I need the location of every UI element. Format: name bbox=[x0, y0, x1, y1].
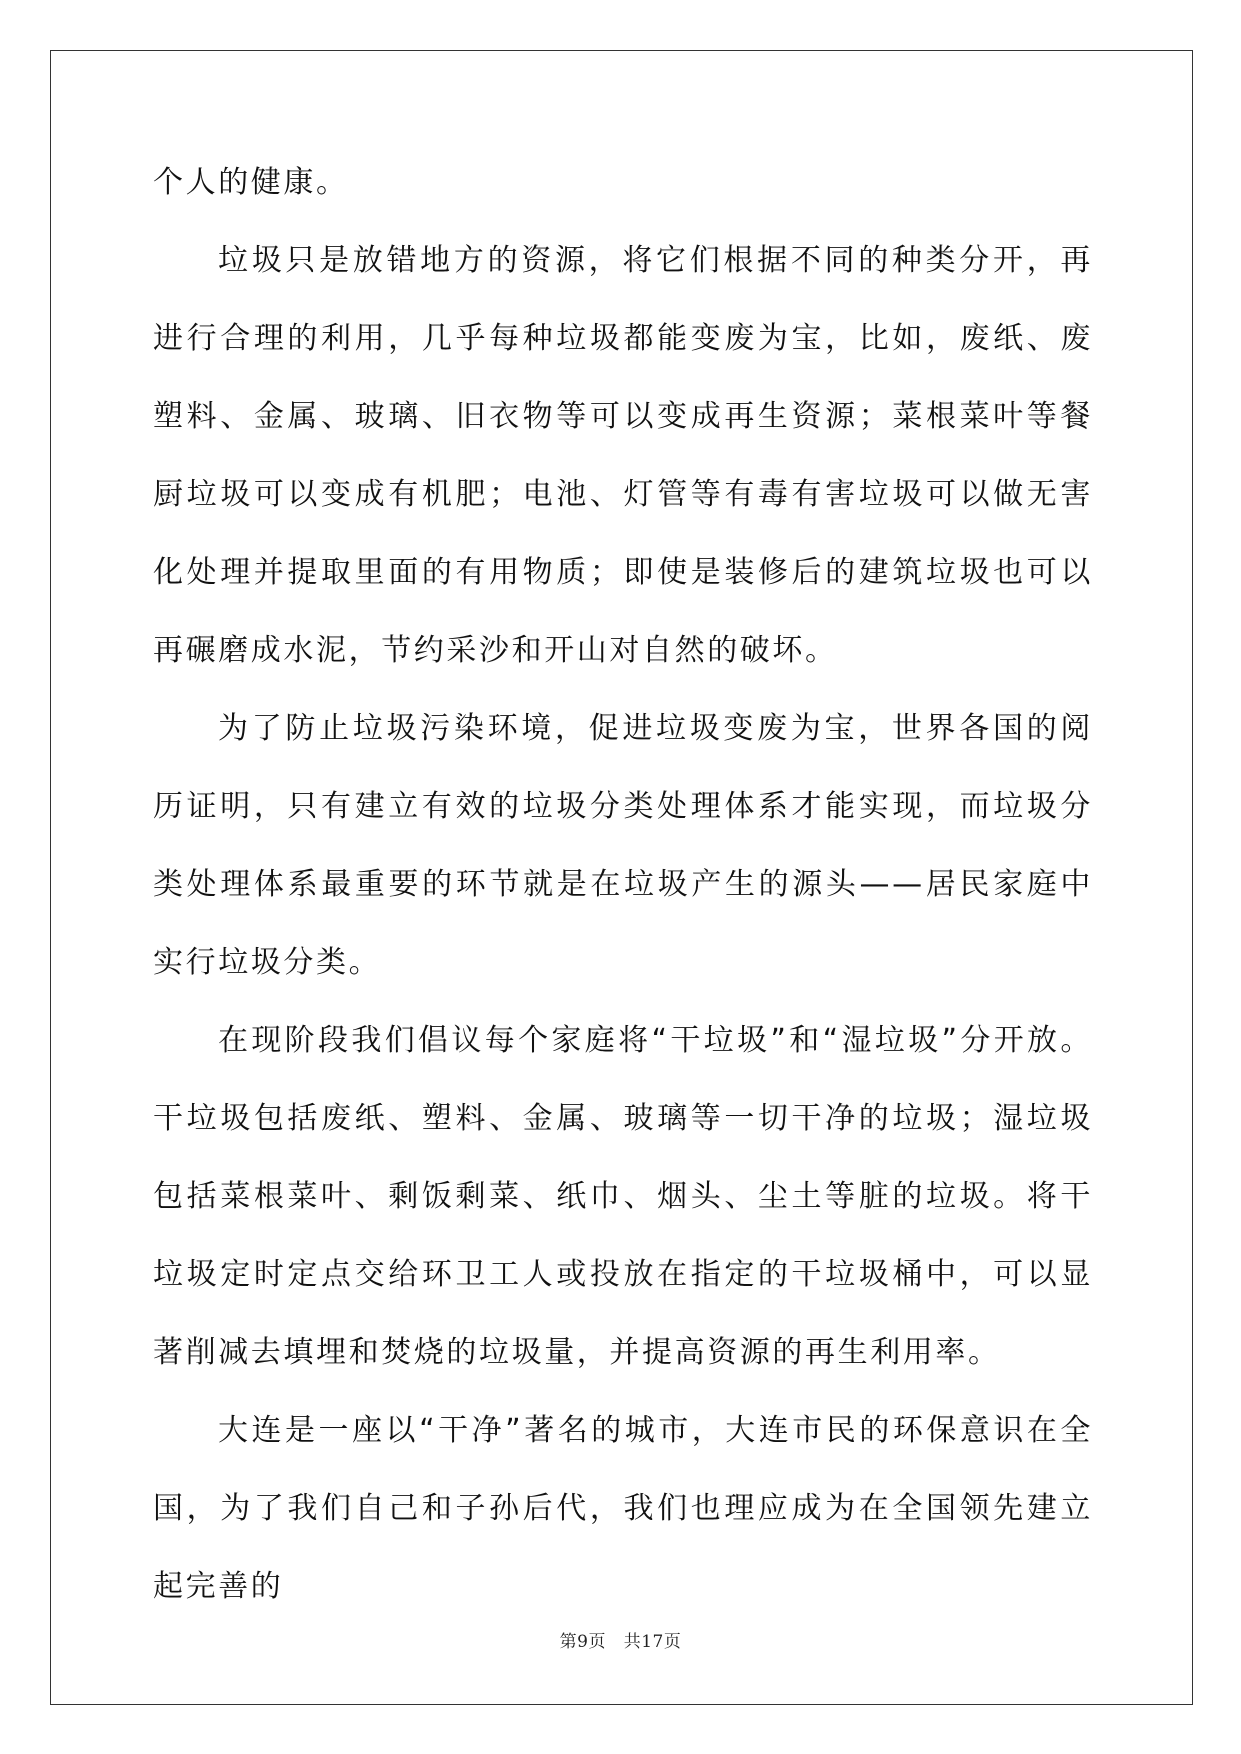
paragraph-1: 个人的健康。 bbox=[153, 165, 349, 200]
page-total: 共17页 bbox=[623, 1632, 682, 1652]
page-footer bbox=[0, 1627, 1241, 1652]
paragraph-3: 为了防止垃圾污染环境，促进垃圾变废为宝，世界各国的阅历证明，只有建立有效的垃圾分类处理体系才能实现，而垃圾分类处理体系最重要的环节就是在垃圾产生的源头——居民家庭中实行垃圾分类。 bbox=[153, 711, 1093, 980]
page-number: 第9页 bbox=[559, 1632, 606, 1652]
paragraph-5: 大连是一座以“干净”著名的城市，大连市民的环保意识在全国，为了我们自己和子孙后代，我们也理应成为在全国领先建立起完善的 bbox=[153, 1413, 1093, 1604]
paragraph-2: 垃圾只是放错地方的资源，将它们根据不同的种类分开，再进行合理的利用，几乎每种垃圾都能变废为宝，比如，废纸、废塑料、金属、玻璃、旧衣物等可以变成再生资源；菜根菜叶等餐厨垃圾可以变成有机肥；电池、灯管等有毒有害垃圾可以做无害化处理并提取里面的有用物质；即使是装修后的建筑垃圾也可以再碾磨成水泥，节约采沙和开山对自然的破坏。 bbox=[153, 243, 1093, 668]
paragraph-4: 在现阶段我们倡议每个家庭将“干垃圾”和“湿垃圾”分开放。干垃圾包括废纸、塑料、金属、玻璃等一切干净的垃圾；湿垃圾包括菜根菜叶、剩饭剩菜、纸巾、烟头、尘土等脏的垃圾。将干垃圾定时定点交给环卫工人或投放在指定的干垃圾桶中，可以显著削减去填埋和焚烧的垃圾量，并提高资源的再生利用率。 bbox=[153, 1023, 1093, 1370]
document-body bbox=[153, 144, 1093, 1626]
